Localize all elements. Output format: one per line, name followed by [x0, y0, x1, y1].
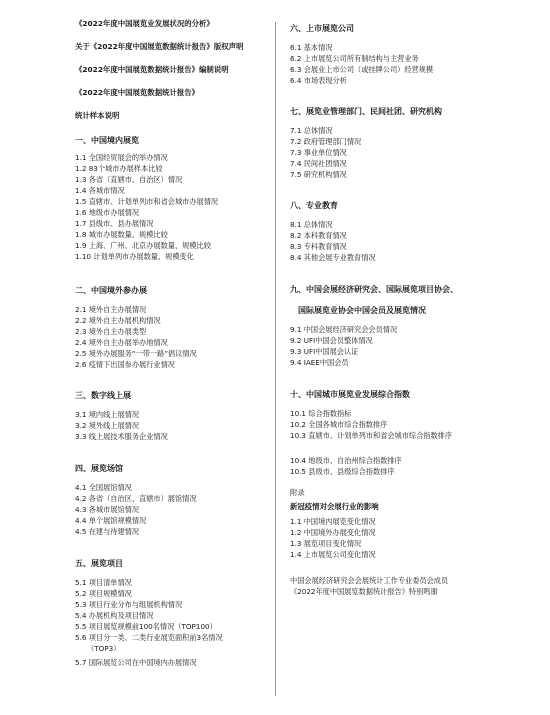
- list-item: 1.4 上市展览公司变化情况: [290, 550, 376, 559]
- list-item: 9.1 中国会展经济研究会会员情况: [290, 325, 398, 334]
- list-item: 5.4 办展机构及项目情况: [75, 611, 154, 620]
- list-item: 9.3 UFI中国展会认证: [290, 347, 359, 356]
- thanks-line: 中国会展经济研究会会展统计工作专业委员会成员: [290, 576, 449, 585]
- list-item: 6.4 市场表现分析: [290, 76, 347, 85]
- appendix-title: 新冠疫情对会展行业的影响: [290, 502, 379, 511]
- list-item: 1.7 县级市、县办展情况: [75, 219, 154, 228]
- list-item: 10.2 全国各城市综合指数排序: [290, 420, 388, 429]
- list-item: 1.1 中国境内展览变化情况: [290, 517, 376, 526]
- section-2-heading: 二、中国境外参办展: [75, 286, 147, 295]
- section-4-heading: 四、展览场馆: [75, 464, 123, 473]
- list-item: 1.4 各城市情况: [75, 186, 125, 195]
- list-item: 7.3 事业单位情况: [290, 148, 347, 157]
- list-item: 1.9 上海、广州、北京办展数量、规模比较: [75, 241, 211, 250]
- list-item: 8.2 本科教育情况: [290, 231, 347, 240]
- list-item: 8.4 其他会展专业教育情况: [290, 253, 376, 262]
- thanks-line: 《2022年度中国展览数据统计报告》特别鸣谢: [290, 587, 438, 596]
- intro-report-title: 《2022年度中国展览数据统计报告》: [75, 88, 200, 97]
- list-item: 2.5 境外办展服务“一带一路”倡议情况: [75, 349, 197, 358]
- column-divider: [275, 22, 276, 696]
- intro-sample-notes: 统计样本说明: [75, 111, 120, 120]
- list-item: 10.5 县级市、县级综合指数排序: [290, 467, 395, 476]
- list-item: 1.3 展览项目变化情况: [290, 539, 362, 548]
- list-item-continuation: （TOP3）: [87, 644, 121, 653]
- list-item: 1.2 中国境外办展变化情况: [290, 528, 376, 537]
- list-item: 2.3 境外自主办展类型: [75, 327, 147, 336]
- section-5-heading: 五、展览项目: [75, 559, 123, 568]
- list-item: 4.1 全国展馆情况: [75, 483, 132, 492]
- list-item: 9.4 IAEE中国会员: [290, 358, 349, 367]
- list-item: 2.2 境外自主办展机构情况: [75, 316, 161, 325]
- list-item: 6.1 基本情况: [290, 43, 333, 52]
- list-item: 8.1 总体情况: [290, 220, 333, 229]
- list-item: 2.1 境外自主办展情况: [75, 305, 147, 314]
- list-item: 5.6 项目分一类、二类行业展览面积前3名情况: [75, 633, 223, 642]
- list-item: 7.2 政府管理部门情况: [290, 137, 362, 146]
- list-item: 5.7 国际展览公司在中国境内办展情况: [75, 658, 197, 667]
- list-item: 7.1 总体情况: [290, 126, 333, 135]
- list-item: 5.5 项目展览规模前100名情况（TOP100）: [75, 622, 217, 631]
- list-item: 1.5 直辖市、计划单列市和省会城市办展情况: [75, 197, 219, 206]
- list-item: 6.3 会展业上市公司（或挂牌公司）经营规模: [290, 65, 434, 74]
- section-8-heading: 八、专业教育: [290, 201, 338, 210]
- intro-compilation-notes: 《2022年度中国展览数据统计报告》编制说明: [75, 65, 229, 74]
- list-item: 9.2 UFI中国会员整体情况: [290, 336, 373, 345]
- list-item: 5.3 项目行业分布与组展机构情况: [75, 600, 183, 609]
- appendix-label: 附录: [290, 488, 305, 497]
- list-item: 10.3 直辖市、计划单列市和省会城市综合指数排序: [290, 431, 453, 440]
- list-item: 7.5 研究机构情况: [290, 170, 347, 179]
- list-item: 3.3 线上展技术服务企业情况: [75, 432, 168, 441]
- list-item: 3.2 境外线上展情况: [75, 421, 140, 430]
- list-item: 6.2 上市展览公司所有制结构与主营业务: [290, 54, 419, 63]
- list-item: 1.8 城市办展数量、规模比较: [75, 230, 168, 239]
- intro-analysis-title: 《2022年度中国展览业发展状况的分析》: [75, 19, 214, 28]
- list-item: 4.3 各城市展馆情况: [75, 505, 140, 514]
- section-3-heading: 三、数字线上展: [75, 391, 131, 400]
- section-6-heading: 六、上市展览公司: [290, 24, 354, 33]
- section-9-heading: 九、中国会展经济研究会、国际展览项目协会、: [290, 285, 458, 294]
- section-7-heading: 七、展览业管理部门、民间社团、研究机构: [290, 107, 442, 116]
- list-item: 1.3 各省（直辖市、自治区）情况: [75, 175, 183, 184]
- list-item: 1.10 计划单列市办展数量、规模变化: [75, 252, 194, 261]
- list-item: 3.1 境内线上展情况: [75, 410, 140, 419]
- list-item: 4.2 各省（自治区、直辖市）展馆情况: [75, 494, 197, 503]
- list-item: 4.4 单个展馆规模情况: [75, 516, 147, 525]
- section-10-heading: 十、中国城市展览业发展综合指数: [290, 390, 410, 399]
- list-item: 1.1 全国经贸展会的举办情况: [75, 153, 168, 162]
- list-item: 2.6 疫情下出国参办展行业情况: [75, 360, 175, 369]
- list-item: 10.4 地级市、自治州综合指数排序: [290, 456, 402, 465]
- list-item: 5.1 项目清单情况: [75, 578, 132, 587]
- list-item: 2.4 境外自主办展举办地情况: [75, 338, 168, 347]
- section-9-heading-continued: 国际展览业协会中国会员及展览情况: [298, 306, 426, 315]
- list-item: 8.3 专科教育情况: [290, 242, 347, 251]
- list-item: 5.2 项目规模情况: [75, 589, 132, 598]
- list-item: 10.1 综合指数指标: [290, 409, 352, 418]
- section-1-heading: 一、中国境内展览: [75, 136, 139, 145]
- list-item: 1.6 地级市办展情况: [75, 208, 140, 217]
- list-item: 7.4 民间社团情况: [290, 159, 347, 168]
- list-item: 4.5 在建与待建情况: [75, 527, 140, 536]
- list-item: 1.2 83个城市办展样本比较: [75, 164, 163, 173]
- intro-copyright-statement: 关于《2022年度中国展览数据统计报告》版权声明: [75, 42, 244, 51]
